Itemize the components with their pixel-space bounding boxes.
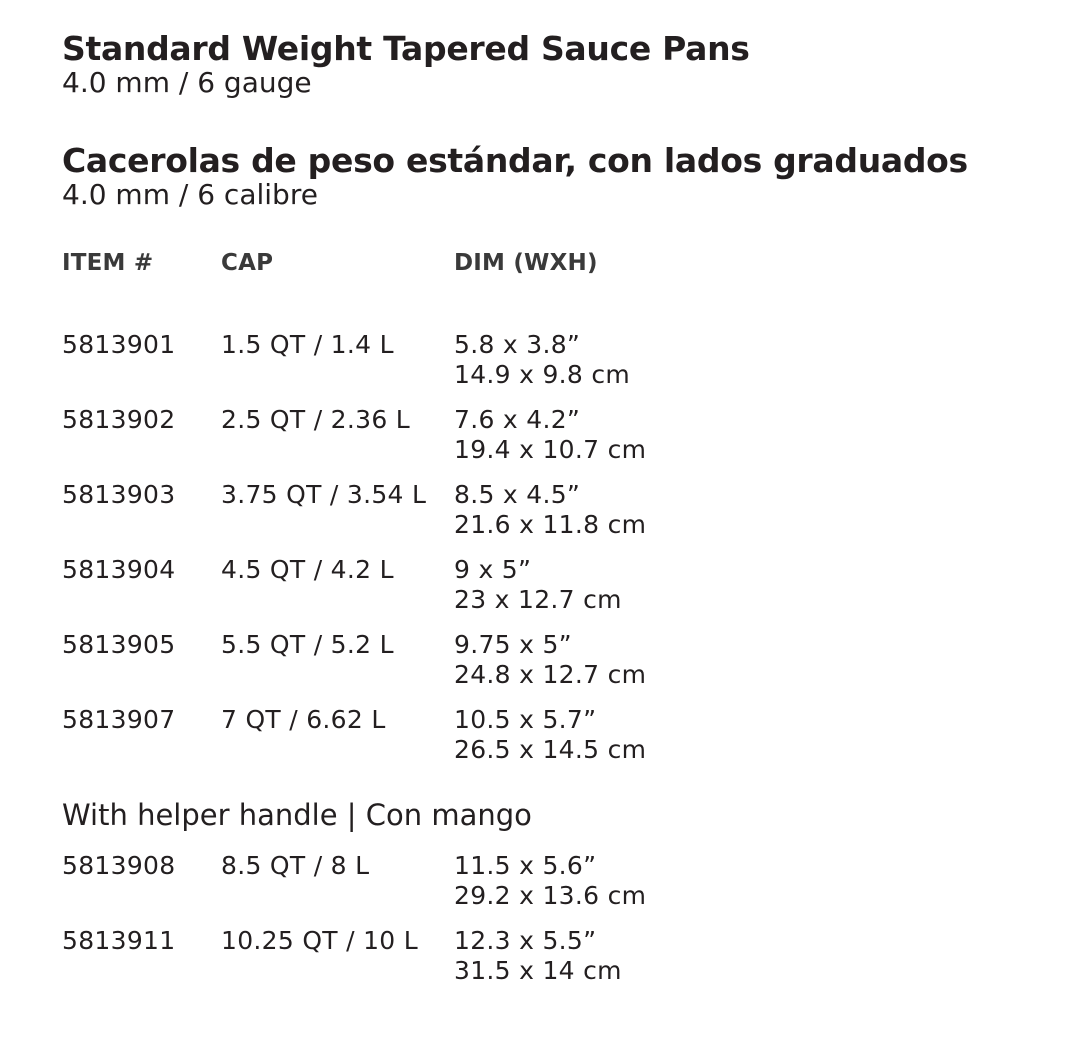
capacity: 7 QT / 6.62 L xyxy=(221,705,386,734)
dimensions-inches: 12.3 x 5.5” xyxy=(454,926,597,955)
dimensions xyxy=(454,630,646,689)
dimensions xyxy=(454,480,646,539)
table-header xyxy=(62,250,1042,284)
item-number: 5813904 xyxy=(62,555,176,584)
capacity: 4.5 QT / 4.2 L xyxy=(221,555,394,584)
table-row xyxy=(62,630,1042,705)
capacity: 1.5 QT / 1.4 L xyxy=(221,330,394,359)
dimensions-inches: 9 x 5” xyxy=(454,555,532,584)
page-subtitle: 4.0 mm / 6 gauge xyxy=(62,66,312,99)
page-subtitle-spanish: 4.0 mm / 6 calibre xyxy=(62,178,318,211)
table-row xyxy=(62,851,1042,926)
table-row xyxy=(62,705,1042,780)
dimensions xyxy=(454,926,622,985)
dimensions-cm: 21.6 x 11.8 cm xyxy=(454,509,647,539)
capacity: 5.5 QT / 5.2 L xyxy=(221,630,394,659)
item-number: 5813908 xyxy=(62,851,176,880)
product-table xyxy=(62,330,1042,780)
item-number: 5813902 xyxy=(62,405,176,434)
dimensions-inches: 11.5 x 5.6” xyxy=(454,851,597,880)
page-title: Standard Weight Tapered Sauce Pans xyxy=(62,29,750,68)
dimensions-cm: 14.9 x 9.8 cm xyxy=(454,359,631,389)
column-header-capacity: CAP xyxy=(221,250,274,276)
helper-handle-table xyxy=(62,851,1042,1001)
item-number: 5813911 xyxy=(62,926,176,955)
spanish-heading-block xyxy=(62,142,1042,210)
table-row xyxy=(62,330,1042,405)
dimensions-inches: 5.8 x 3.8” xyxy=(454,330,581,359)
english-heading-block xyxy=(62,30,1042,98)
dimensions-cm: 26.5 x 14.5 cm xyxy=(454,734,647,764)
item-number: 5813903 xyxy=(62,480,176,509)
dimensions xyxy=(454,405,646,464)
dimensions-inches: 7.6 x 4.2” xyxy=(454,405,581,434)
item-number: 5813907 xyxy=(62,705,176,734)
capacity: 8.5 QT / 8 L xyxy=(221,851,370,880)
dimensions-cm: 23 x 12.7 cm xyxy=(454,584,622,614)
dimensions-inches: 8.5 x 4.5” xyxy=(454,480,581,509)
capacity: 3.75 QT / 3.54 L xyxy=(221,480,427,509)
dimensions-cm: 31.5 x 14 cm xyxy=(454,955,622,985)
column-header-dimensions: DIM (WXH) xyxy=(454,250,598,276)
column-header-item: ITEM # xyxy=(62,250,154,276)
item-number: 5813901 xyxy=(62,330,176,359)
dimensions-cm: 24.8 x 12.7 cm xyxy=(454,659,647,689)
dimensions xyxy=(454,705,646,764)
dimensions-cm: 29.2 x 13.6 cm xyxy=(454,880,647,910)
dimensions xyxy=(454,555,622,614)
capacity: 10.25 QT / 10 L xyxy=(221,926,418,955)
table-row xyxy=(62,926,1042,1001)
page-title-spanish: Cacerolas de peso estándar, con lados graduados xyxy=(62,141,968,180)
table-row xyxy=(62,480,1042,555)
table-row xyxy=(62,555,1042,630)
dimensions xyxy=(454,330,630,389)
helper-handle-section-label: With helper handle | Con mango xyxy=(62,798,532,832)
item-number: 5813905 xyxy=(62,630,176,659)
dimensions-inches: 10.5 x 5.7” xyxy=(454,705,597,734)
product-spec-sheet xyxy=(62,30,1042,1001)
dimensions-cm: 19.4 x 10.7 cm xyxy=(454,434,647,464)
capacity: 2.5 QT / 2.36 L xyxy=(221,405,411,434)
dimensions-inches: 9.75 x 5” xyxy=(454,630,572,659)
dimensions xyxy=(454,851,646,910)
table-row xyxy=(62,405,1042,480)
